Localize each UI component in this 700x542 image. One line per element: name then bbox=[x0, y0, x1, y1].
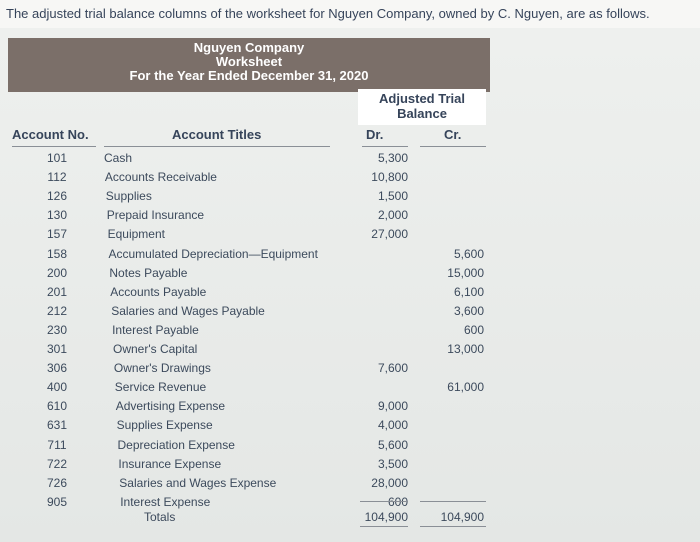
account-number: 126 bbox=[46, 189, 68, 204]
account-title: Equipment bbox=[107, 227, 165, 242]
document-name: Worksheet bbox=[215, 54, 283, 69]
account-number: 212 bbox=[46, 303, 68, 318]
debit-amount: 3,500 bbox=[377, 456, 408, 471]
account-title: Salaries and Wages Payable bbox=[111, 303, 265, 318]
account-number: 200 bbox=[46, 265, 68, 280]
period-line: For the Year Ended December 31, 2020 bbox=[129, 68, 369, 83]
account-title: Notes Payable bbox=[109, 265, 188, 280]
table-row bbox=[0, 436, 700, 454]
totals-rule bbox=[360, 501, 408, 502]
account-title: Accumulated Depreciation—Equipment bbox=[108, 246, 318, 261]
account-title: Owner's Drawings bbox=[113, 361, 211, 376]
account-number: 400 bbox=[46, 380, 68, 395]
account-number: 711 bbox=[47, 437, 67, 452]
account-number: 301 bbox=[46, 342, 68, 356]
totals-rule bbox=[420, 501, 486, 502]
credit-amount: 600 bbox=[463, 322, 484, 337]
company-name: Nguyen Company bbox=[193, 40, 305, 55]
divider bbox=[12, 146, 96, 147]
debit-amount: 28,000 bbox=[371, 475, 408, 490]
debit-amount: 9,000 bbox=[377, 399, 408, 414]
account-title: Supplies bbox=[105, 189, 152, 204]
account-number: 230 bbox=[46, 322, 68, 337]
debit-amount: 10,800 bbox=[371, 170, 408, 185]
divider bbox=[420, 146, 486, 147]
table-row bbox=[0, 168, 700, 186]
account-number: 130 bbox=[46, 208, 68, 223]
credit-amount: 3,600 bbox=[453, 303, 484, 318]
account-title: Owner's Capital bbox=[113, 342, 198, 356]
double-underline bbox=[360, 526, 408, 527]
account-titles-header: Account Titles bbox=[172, 127, 262, 142]
table-row bbox=[0, 474, 700, 492]
debit-header: Dr. bbox=[366, 127, 384, 142]
totals-label: Totals bbox=[144, 510, 176, 524]
account-number: 201 bbox=[46, 284, 68, 299]
account-title: Accounts Payable bbox=[110, 284, 207, 299]
debit-amount: 4,000 bbox=[377, 418, 408, 433]
table-row bbox=[0, 416, 700, 434]
debit-amount: 2,000 bbox=[377, 208, 408, 223]
account-title: Depreciation Expense bbox=[117, 437, 235, 452]
debit-amount: 27,000 bbox=[371, 227, 408, 242]
adjusted-trial-balance-header: Adjusted Trial Balance bbox=[358, 89, 486, 125]
account-number: 905 bbox=[46, 494, 68, 509]
worksheet bbox=[0, 28, 700, 542]
account-number: 306 bbox=[46, 361, 68, 376]
account-no-header: Account No. bbox=[12, 127, 89, 142]
account-number: 610 bbox=[46, 399, 68, 414]
debit-amount: 7,600 bbox=[377, 361, 408, 376]
table-row bbox=[0, 225, 700, 243]
totals-debit: 104,900 bbox=[364, 510, 408, 524]
account-number: 722 bbox=[46, 456, 68, 471]
account-number: 157 bbox=[46, 227, 68, 242]
table-row bbox=[0, 340, 700, 358]
table-row bbox=[0, 378, 700, 396]
debit-amount: 1,500 bbox=[377, 189, 408, 204]
debit-amount: 5,600 bbox=[377, 437, 408, 452]
credit-amount: 61,000 bbox=[447, 380, 484, 395]
account-title: Supplies Expense bbox=[116, 418, 213, 433]
table-row bbox=[0, 264, 700, 282]
account-number: 158 bbox=[46, 246, 68, 261]
credit-header: Cr. bbox=[444, 127, 462, 142]
account-number: 112 bbox=[47, 170, 67, 185]
account-title: Prepaid Insurance bbox=[106, 208, 205, 223]
account-number: 631 bbox=[46, 418, 68, 433]
credit-amount: 5,600 bbox=[453, 246, 484, 261]
table-row bbox=[0, 321, 700, 339]
table-row bbox=[0, 455, 700, 473]
table-row bbox=[0, 397, 700, 415]
question-intro: The adjusted trial balance columns of the worksheet for Nguyen Company, owned by C. Nguyen, are as follows. bbox=[0, 0, 700, 28]
account-title: Interest Expense bbox=[120, 494, 211, 509]
table-row bbox=[0, 283, 700, 301]
table-row bbox=[0, 359, 700, 377]
table-row bbox=[0, 149, 700, 167]
credit-amount: 15,000 bbox=[447, 265, 484, 280]
debit-amount: 5,300 bbox=[377, 151, 408, 165]
account-title: Interest Payable bbox=[112, 322, 199, 337]
account-title: Cash bbox=[104, 151, 133, 165]
double-underline bbox=[420, 526, 486, 527]
account-title: Salaries and Wages Expense bbox=[119, 475, 277, 490]
account-title: Insurance Expense bbox=[118, 456, 222, 471]
account-title: Service Revenue bbox=[114, 380, 207, 395]
credit-amount: 13,000 bbox=[447, 342, 484, 356]
account-title: Accounts Receivable bbox=[104, 170, 217, 185]
totals-row bbox=[0, 508, 700, 526]
credit-amount: 6,100 bbox=[453, 284, 484, 299]
table-row bbox=[0, 302, 700, 320]
table-row bbox=[0, 187, 700, 205]
account-number: 726 bbox=[46, 475, 68, 490]
divider bbox=[362, 146, 408, 147]
divider bbox=[104, 146, 330, 147]
account-number: 101 bbox=[46, 151, 68, 165]
account-title: Advertising Expense bbox=[115, 399, 226, 414]
table-row bbox=[0, 206, 700, 224]
table-row bbox=[0, 245, 700, 263]
worksheet-header bbox=[8, 38, 490, 92]
totals-credit: 104,900 bbox=[440, 510, 484, 524]
